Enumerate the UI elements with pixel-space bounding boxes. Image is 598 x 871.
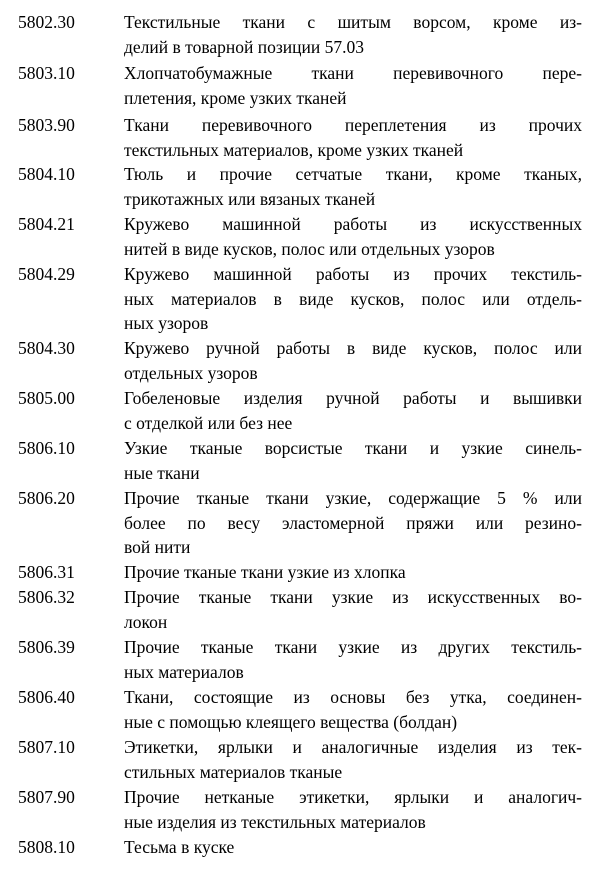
tariff-code: 5806.40 bbox=[18, 687, 75, 707]
tariff-description-line: локон bbox=[124, 611, 168, 632]
tariff-description-line: ные с помощью клеящего вещества (болдан) bbox=[124, 711, 458, 732]
tariff-description-line: плетения, кроме узких тканей bbox=[124, 87, 347, 108]
tariff-description-line: ных материалов в виде кусков, полос или отдель- bbox=[124, 288, 582, 309]
tariff-description-line: Прочие тканые ткани узкие, содержащие 5 % или bbox=[124, 488, 582, 508]
tariff-code: 5807.90 bbox=[18, 787, 75, 807]
tariff-description-line: Прочие тканые ткани узкие из искусственных во- bbox=[124, 587, 582, 607]
tariff-code: 5806.39 bbox=[18, 637, 75, 657]
tariff-code: 5804.29 bbox=[18, 264, 75, 284]
tariff-description-line: ных узоров bbox=[124, 313, 209, 333]
tariff-code: 5805.00 bbox=[18, 388, 75, 408]
tariff-description-line: Прочие тканые ткани узкие из других текстиль- bbox=[124, 637, 582, 657]
tariff-description-line: Кружево машинной работы из прочих текстиль- bbox=[124, 264, 582, 284]
tariff-description-line: нитей в виде кусков, полос или отдельных узоров bbox=[124, 238, 495, 259]
tariff-description-line: более по весу эластомерной пряжи или резино- bbox=[124, 512, 582, 533]
tariff-code: 5806.20 bbox=[18, 488, 75, 508]
tariff-description-line: трикотажных или вязаных тканей bbox=[124, 188, 376, 209]
tariff-description-line: вой нити bbox=[124, 537, 191, 557]
tariff-description-line: ных материалов bbox=[124, 661, 244, 682]
tariff-description-line: делий в товарной позиции 57.03 bbox=[124, 36, 364, 57]
tariff-code: 5804.10 bbox=[18, 164, 75, 184]
tariff-description-line: стильных материалов тканые bbox=[124, 761, 343, 782]
tariff-code: 5806.31 bbox=[18, 562, 75, 582]
tariff-description-line: Хлопчатобумажные ткани перевивочного пере- bbox=[124, 63, 582, 83]
tariff-description-line: Текстильные ткани с шитым ворсом, кроме из- bbox=[124, 12, 582, 32]
tariff-description-line: Прочие нетканые этикетки, ярлыки и аналогич- bbox=[124, 787, 582, 807]
tariff-description-line: Ткани перевивочного переплетения из прочих bbox=[124, 115, 582, 135]
tariff-description-line: Ткани, состоящие из основы без утка, соединен- bbox=[124, 687, 582, 707]
tariff-code: 5806.32 bbox=[18, 587, 75, 607]
tariff-code: 5802.30 bbox=[18, 12, 75, 32]
tariff-description-line: текстильных материалов, кроме узких тканей bbox=[124, 139, 464, 160]
tariff-code: 5808.10 bbox=[18, 837, 75, 857]
tariff-description-line: с отделкой или без нее bbox=[124, 412, 293, 433]
tariff-code: 5803.10 bbox=[18, 63, 75, 83]
tariff-code: 5804.21 bbox=[18, 214, 75, 234]
tariff-code: 5803.90 bbox=[18, 115, 75, 135]
tariff-code: 5806.10 bbox=[18, 438, 75, 458]
tariff-description-line: Кружево ручной работы в виде кусков, полос или bbox=[124, 338, 582, 358]
tariff-description-line: Этикетки, ярлыки и аналогичные изделия из тек- bbox=[124, 737, 582, 757]
tariff-description-line: Прочие тканые ткани узкие из хлопка bbox=[124, 562, 406, 582]
tariff-description-line: ные ткани bbox=[124, 462, 200, 483]
tariff-description-line: Тесьма в куске bbox=[124, 837, 235, 857]
tariff-description-line: Гобеленовые изделия ручной работы и вышивки bbox=[124, 388, 582, 408]
tariff-description-line: ные изделия из текстильных материалов bbox=[124, 811, 426, 832]
tariff-code: 5804.30 bbox=[18, 338, 75, 358]
tariff-description-line: отдельных узоров bbox=[124, 362, 258, 383]
tariff-description-line: Кружево машинной работы из искусственных bbox=[124, 214, 582, 234]
tariff-code: 5807.10 bbox=[18, 737, 75, 757]
tariff-description-line: Тюль и прочие сетчатые ткани, кроме тканых, bbox=[124, 164, 582, 184]
tariff-description-line: Узкие тканые ворсистые ткани и узкие синель- bbox=[124, 438, 582, 458]
